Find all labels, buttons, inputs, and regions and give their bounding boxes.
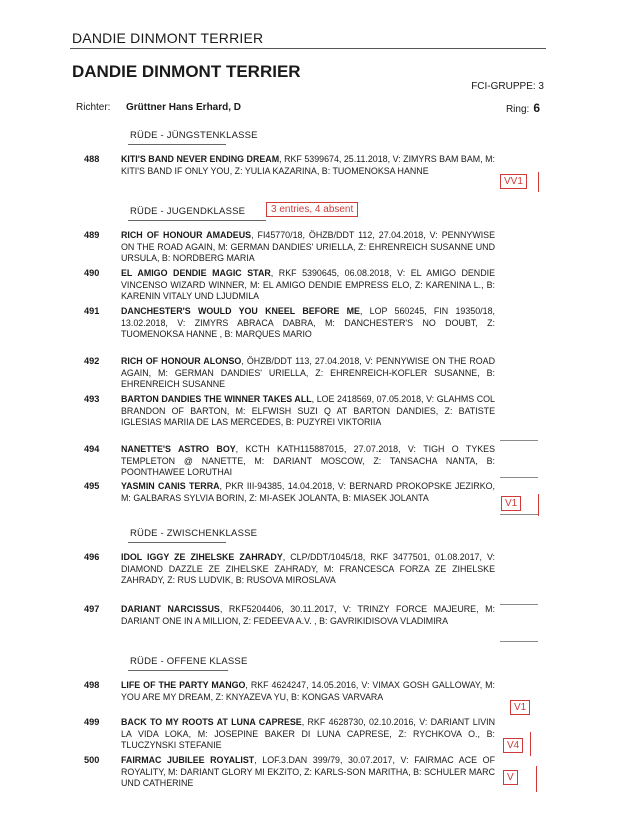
judge-label: Richter: (76, 102, 111, 113)
dog-name: NANETTE'S ASTRO BOY (121, 444, 236, 454)
entry-text (121, 604, 495, 627)
dog-name: YASMIN CANIS TERRA (121, 481, 220, 491)
dog-details: , RKF5204406, 30.11.2017, V: TRINZY FORCE MAJEURE, M: DARIANT ONE IN A MILLION, Z: FEDEEVA A.V. , B: GAVRIKIDISOVA VLADIMIRA (121, 604, 496, 626)
entry-number: 500 (84, 755, 100, 765)
dog-name: BACK TO MY ROOTS AT LUNA CAPRESE (121, 717, 302, 727)
dog-details: , LOP 560245, FIN 19350/18, 13.02.2018, V: ZIMYRS ABRACA DABRA, M: DANCHESTER'S NO DOUBT, Z: TUOMENOKSA HANNE , B: MARQUES MARIO (121, 306, 495, 339)
class-heading-underline (128, 144, 226, 145)
dog-name: IDOL IGGY ZE ZIHELSKE ZAHRADY (121, 552, 283, 562)
entry-text (121, 552, 495, 587)
class-heading-zwischenklasse: RÜDE - ZWISCHENKLASSE (130, 528, 258, 539)
entry-number: 492 (84, 356, 100, 366)
entry-text (121, 444, 495, 479)
dog-name: FAIRMAC JUBILEE ROYALIST (121, 755, 255, 765)
entry-number: 489 (84, 230, 100, 240)
entry-text (121, 306, 495, 341)
dog-details: , KCTH KATH115887015, 27.07.2018, V: TIGH O TYKES TEMPLETON @ NANETTE, M: DARIANT MOSCOW, Z: TANSACHA NANTA, B: POONTHAWEE LORUTHAI (121, 444, 495, 477)
entry-number: 490 (84, 268, 100, 278)
dog-details: , RKF 4628730, 02.10.2016, V: DARIANT LIVIN LA VIDA LOKA, M: JOSEPINE BAKER DI LUNA CAPRESE, Z: RYCHKOVA O., B: TLUCZYNSKI STEFANIE (121, 717, 495, 750)
entry-number: 493 (84, 394, 100, 404)
dog-details: , ÖHZB/DDT 113, 27.04.2018, V: PENNYWISE ON THE ROAD AGAIN, M: GERMAN DANDIES' URIELLA, Z: EHRENREICH-KOFLER SUSANNE, B: EHRENREICH SUSANNE (121, 356, 495, 389)
entry-text (121, 680, 495, 703)
class-heading-underline (128, 220, 266, 221)
entry-text (121, 356, 495, 391)
red-tick-mark (530, 732, 531, 756)
class-heading-underline (128, 542, 226, 543)
grade-blank-line (500, 641, 538, 642)
dog-name: RICH OF HONOUR ALONSO (121, 356, 242, 366)
entry-text (121, 481, 495, 504)
class-heading-juengstenklasse: RÜDE - JÜNGSTENKLASSE (130, 130, 258, 141)
grade-mark-495: V1 (501, 496, 521, 511)
dog-name: EL AMIGO DENDIE MAGIC STAR (121, 268, 271, 278)
entry-text (121, 394, 495, 429)
dog-details: , PKR III-94385, 14.04.2018, V: BERNARD PROKOPSKE JEZIRKO, M: GALBARAS SYLVIA BORIN, Z: MI-ASEK JOLANTA, B: MIASEK JOLANTA (121, 481, 495, 503)
grade-blank-line (500, 514, 538, 515)
dog-name: KITI'S BAND NEVER ENDING DREAM (121, 154, 280, 164)
grade-blank-line (500, 440, 538, 441)
ring-number: 6 (533, 101, 540, 115)
entry-number: 494 (84, 444, 100, 454)
ring-label: Ring: (505, 104, 530, 115)
entry-number: 496 (84, 552, 100, 562)
ring-info (506, 101, 540, 115)
entry-number: 499 (84, 717, 100, 727)
dog-name: LIFE OF THE PARTY MANGO (121, 680, 246, 690)
handwritten-class-note: 3 entries, 4 absent (266, 202, 358, 217)
grade-mark-499: V4 (503, 738, 523, 753)
header-rule (70, 48, 546, 49)
grade-blank-line (500, 604, 538, 605)
dog-details: , LOE 2418569, 07.05.2018, V: GLAHMS COL BRANDON OF BARTON, M: ELFWISH SUZI Q AT BARTON DANDIES, Z: BATISTE IGLESIAS MARIIA DE LAS MERCEDES, B: PUZYREI VIKTORIIA (121, 394, 495, 427)
entry-text (121, 268, 495, 303)
dog-name: RICH OF HONOUR AMADEUS (121, 230, 252, 240)
entry-number: 497 (84, 604, 100, 614)
red-tick-mark (538, 494, 539, 516)
entry-number: 495 (84, 481, 100, 491)
dog-name: DARIANT NARCISSUS (121, 604, 220, 614)
entry-text (121, 755, 495, 790)
class-heading-jugendklasse: RÜDE - JUGENDKLASSE (130, 206, 246, 217)
dog-details: , RKF 5390645, 06.08.2018, V: EL AMIGO DENDIE VINCENSO WIZARD WINNER, M: EL AMIGO DENDIE EMPRESS ELO, Z: KARENINA L., B: KARENIN VITALY UND LJUDMILA (121, 268, 495, 301)
grade-mark-488: VV1 (500, 174, 527, 189)
dog-details: , CLP/DDT/1045/18, RKF 3477501, 01.08.2017, V: DIAMOND DAZZLE ZE ZIHELSKE ZAHRADY, M: FRANCESCA FORZA ZE ZIHELSKE ZAHRADY, Z: RUS LUDVIK, B: RUSOVA MIROSLAVA (121, 552, 496, 585)
running-header: DANDIE DINMONT TERRIER (72, 30, 264, 46)
entry-number: 488 (84, 154, 100, 164)
grade-mark-500: V (503, 770, 518, 785)
entry-number: 491 (84, 306, 100, 316)
dog-details: , LOF.3.DAN 399/79, 30.07.2017, V: FAIRMAC ACE OF ROYALITY, M: DARIANT GLORY MI EKZITO, Z: KARLS-SON MARITHA, B: SCHULER MARC UND CATHERINE (121, 755, 495, 788)
entry-text (121, 717, 495, 752)
class-heading-offene-klasse: RÜDE - OFFENE KLASSE (130, 656, 248, 667)
fci-group: FCI-GRUPPE: 3 (471, 81, 544, 92)
dog-name: BARTON DANDIES THE WINNER TAKES ALL (121, 394, 312, 404)
dog-name: DANCHESTER'S WOULD YOU KNEEL BEFORE ME (121, 306, 360, 316)
class-heading-underline (128, 670, 228, 671)
judge-name: Grüttner Hans Erhard, D (126, 102, 242, 113)
entry-text (121, 154, 495, 177)
entry-text (121, 230, 495, 265)
dog-details: , FI45770/18, ÖHZB/DDT 112, 27.04.2018, V: PENNYWISE ON THE ROAD AGAIN, M: GERMAN DANDIES' URIELLA, Z: EHRENREICH SUSANNE UND URSULA, B: NORDBERG MARIA (121, 230, 496, 263)
dog-details: , RKF 4624247, 14.05.2016, V: VIMAX GOSH GALLOWAY, M: YOU ARE MY DREAM, Z: KNYAZEVA YU, B: KONGAS VARVARA (121, 680, 495, 702)
entry-number: 498 (84, 680, 100, 690)
grade-blank-line (500, 477, 538, 478)
red-tick-mark (538, 172, 539, 192)
page-title: DANDIE DINMONT TERRIER (72, 62, 301, 81)
grade-mark-498: V1 (510, 700, 530, 715)
dog-details: , RKF 5399674, 25.11.2018, V: ZIMYRS BAM BAM, M: KITI'S BAND IF ONLY YOU, Z: YULIA KAZARINA, B: TUOMENOKSA HANNE (121, 154, 495, 176)
red-tick-mark (536, 766, 537, 792)
